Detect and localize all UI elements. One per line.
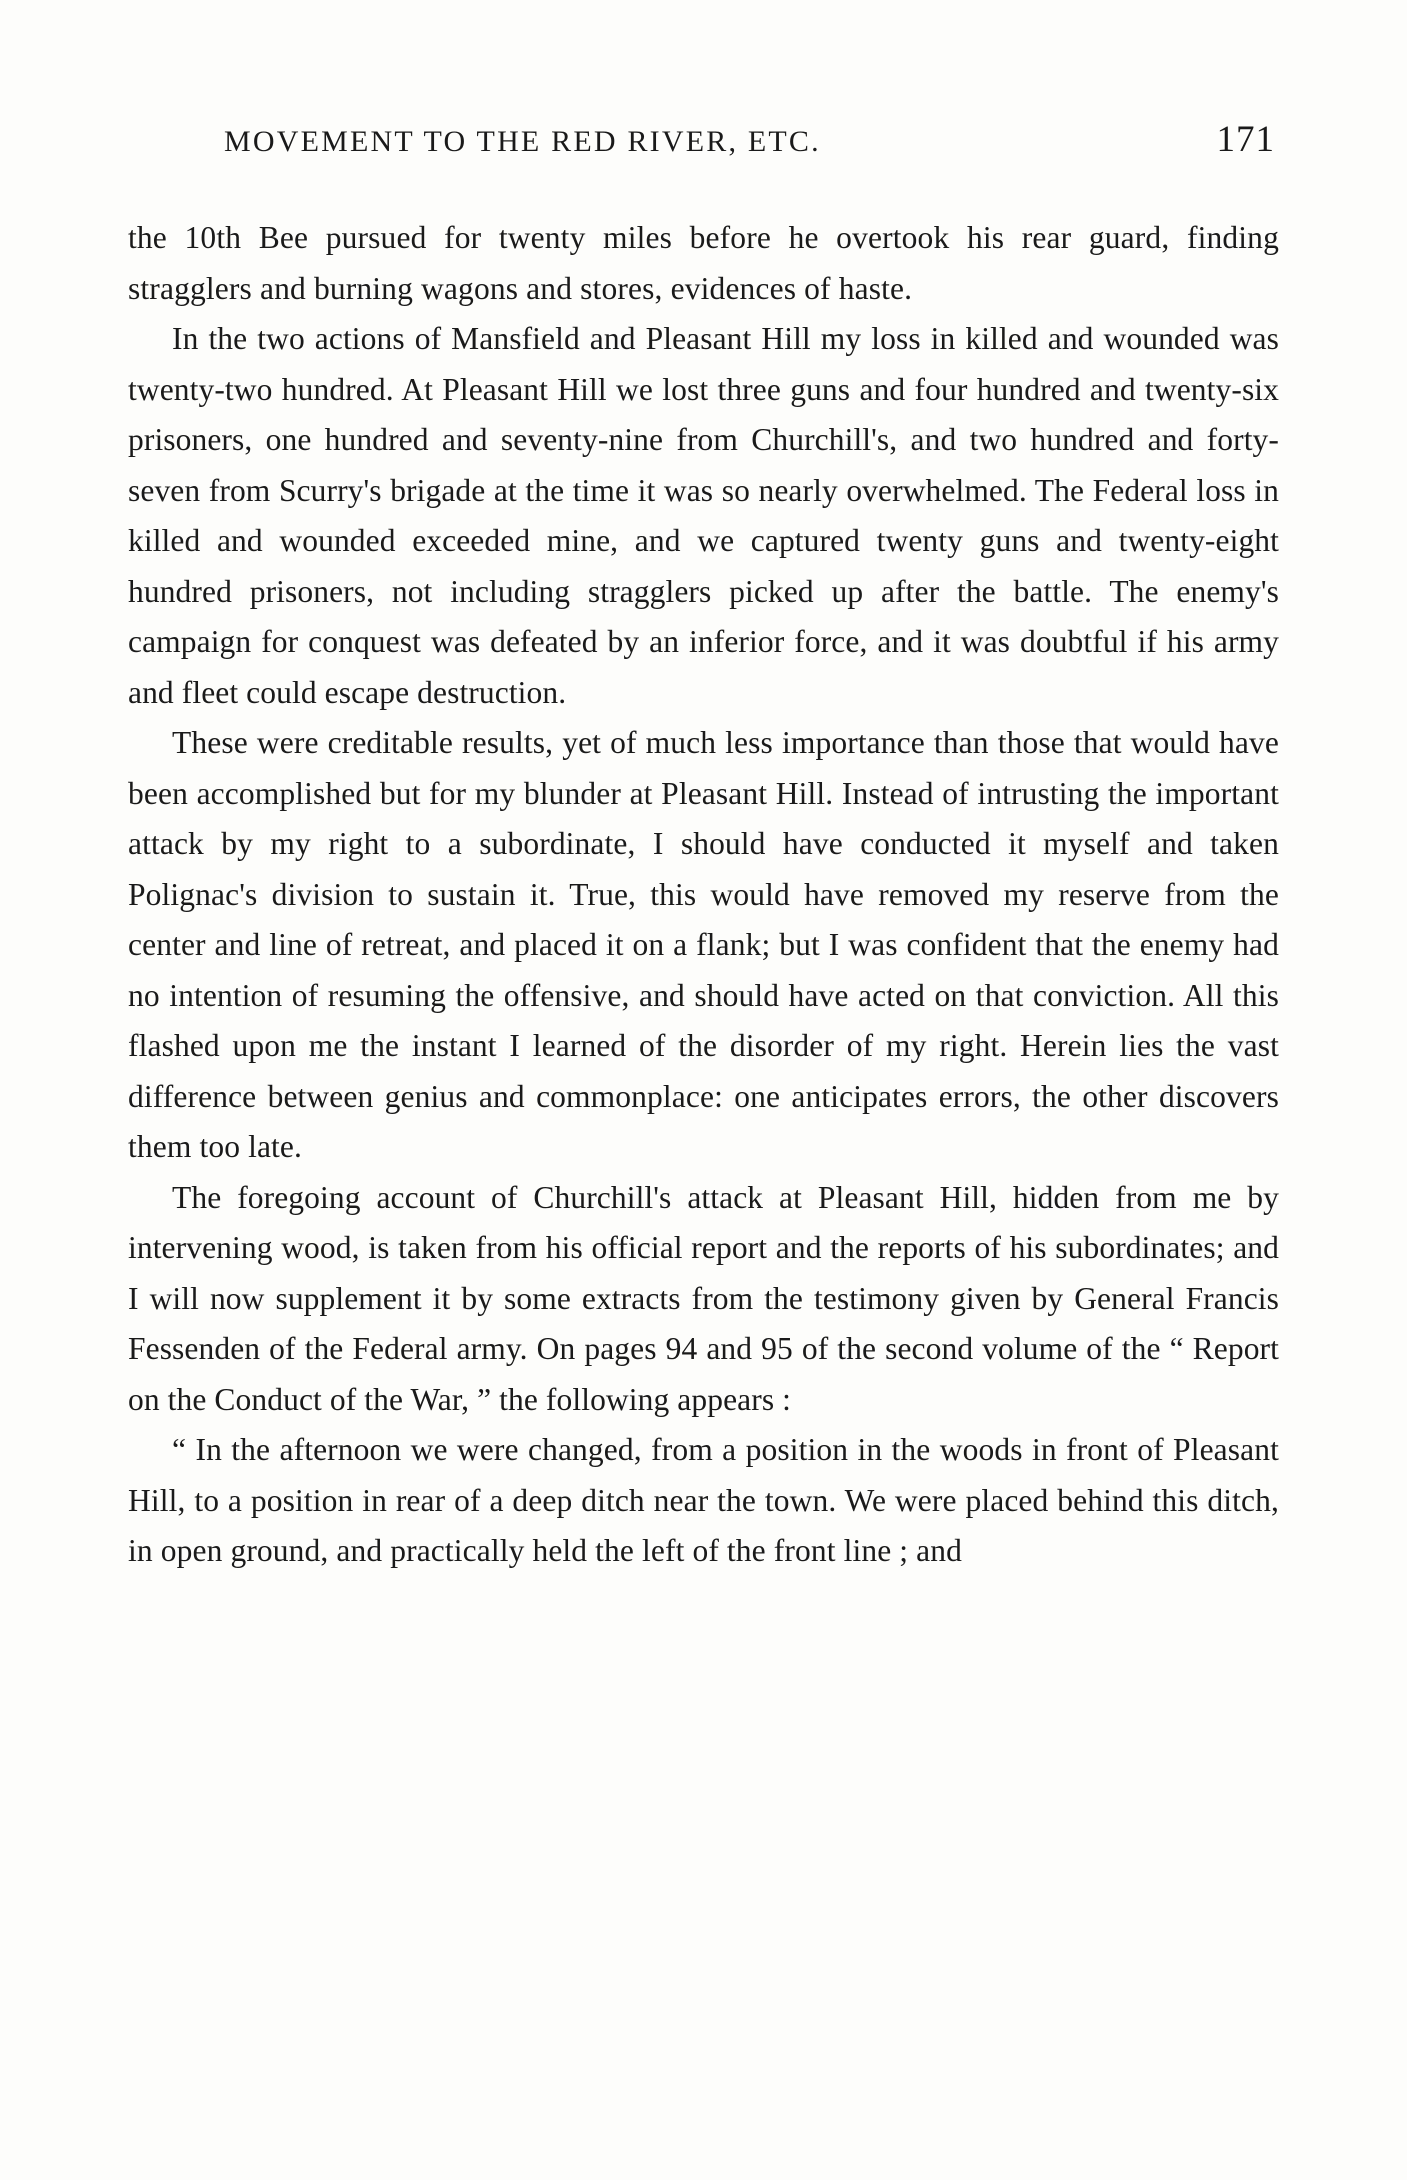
- paragraph: the 10th Bee pursued for twenty miles before he overtook his rear guard, finding stragglers and burning wagons and stores, evidences of haste.: [128, 220, 1279, 306]
- paragraph: The foregoing account of Churchill's attack at Pleasant Hill, hidden from me by intervening wood, is taken from his official report and the reports of his subordinates; and I will now supplement it by some extracts from the testimony given by General Francis Fessenden of the Federal army. On pages 94 and 95 of the second volume of the “ Report on the Conduct of the War, ” the following appears :: [128, 1179, 1279, 1417]
- body-text: [128, 213, 1279, 1577]
- running-title: MOVEMENT TO THE RED RIVER, ETC.: [224, 125, 821, 158]
- page-number: 171: [1216, 119, 1275, 160]
- page-header: [128, 118, 1279, 161]
- paragraph: These were creditable results, yet of much less importance than those that would have been accomplished but for my blunder at Pleasant Hill. Instead of intrusting the important attack by my right to a subordinate, I should have conducted it myself and taken Polignac's division to sustain it. True, this would have removed my reserve from the center and line of retreat, and placed it on a flank; but I was confident that the enemy had no intention of resuming the offensive, and should have acted on that conviction. All this flashed upon me the instant I learned of the disorder of my right. Herein lies the vast difference between genius and commonplace: one anticipates errors, the other discovers them too late.: [128, 725, 1279, 1164]
- paragraph: In the two actions of Mansfield and Pleasant Hill my loss in killed and wounded was twenty-two hundred. At Pleasant Hill we lost three guns and four hundred and twenty-six prisoners, one hundred and seventy-nine from Churchill's, and two hundred and forty-seven from Scurry's brigade at the time it was so nearly overwhelmed. The Federal loss in killed and wounded exceeded mine, and we captured twenty guns and twenty-eight hundred prisoners, not including stragglers picked up after the battle. The enemy's campaign for conquest was defeated by an inferior force, and it was doubtful if his army and fleet could escape destruction.: [128, 321, 1279, 710]
- paragraph: “ In the afternoon we were changed, from a position in the woods in front of Pleasant Hill, to a position in rear of a deep ditch near the town. We were placed behind this ditch, in open ground, and practically held the left of the front line ; and: [128, 1432, 1279, 1568]
